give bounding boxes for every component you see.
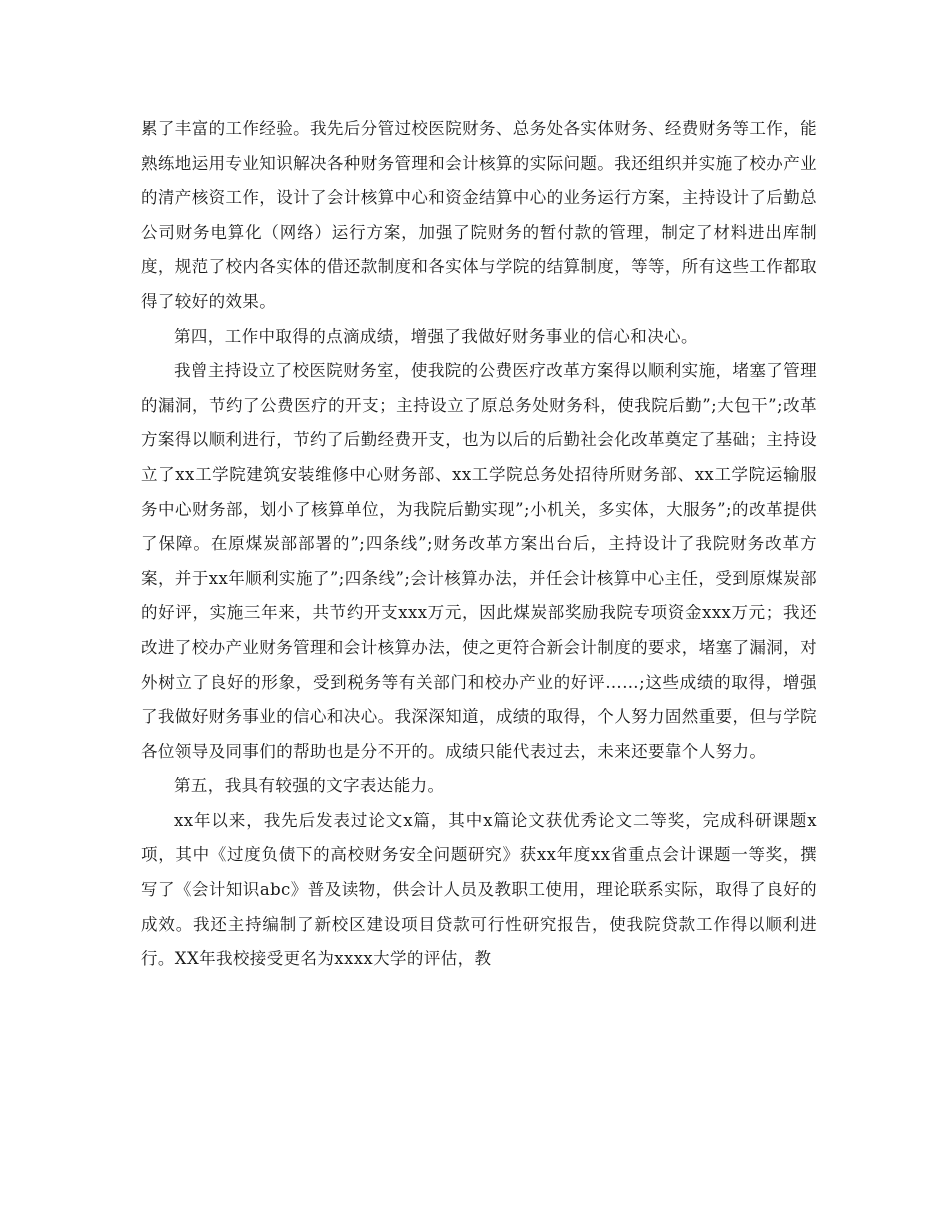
paragraph-heading-fourth: 第四，工作中取得的点滴成绩，增强了我做好财务事业的信心和决心。 <box>174 326 698 346</box>
paragraph-work-experience: 累了丰富的工作经验。我先后分管过校医院财务、总务处各实体财务、经费财务等工作，能熟练地运用专业知识解决各种财务管理和会计核算的实际问题。我还组织并实施了校办产业的清产核资工作，设计了会计核算中心和资金结算中心的业务运行方案，主持设计了后勤总公司财务电算化（网络）运行方案，加强了院财务的暂付款的管理，制定了材料进出库制度，规范了校内各实体的借还款制度和各实体与学院的结算制度，等等，所有这些工作都取得了较好的效果。 <box>141 119 817 311</box>
paragraph-heading-fifth: 第五，我具有较强的文字表达能力。 <box>174 776 445 796</box>
document-body <box>141 112 817 977</box>
paragraph-achievements: 我曾主持设立了校医院财务室，使我院的公费医疗改革方案得以顺利实施，堵塞了管理的漏洞，节约了公费医疗的开支；主持设立了原总务处财务科，使我院后勤”;大包干”;改革方案得以顺利进行，节约了后勤经费开支，也为以后的后勤社会化改革奠定了基础；主持设立了xx工学院建筑安装维修中心财务部、xx工学院总务处招待所财务部、xx工学院运输服务中心财务部，划小了核算单位，为我院后勤实现”;小机关，多实体，大服务”;的改革提供了保障。在原煤炭部部署的”;四条线”;财务改革方案出台后，主持设计了我院财务改革方案，并于xx年顺利实施了”;四条线”;会计核算办法，并任会计核算中心主任，受到原煤炭部的好评，实施三年来，共节约开支xxx万元，因此煤炭部奖励我院专项资金xxx万元；我还改进了校办产业财务管理和会计核算办法，使之更符合新会计制度的要求，堵塞了漏洞，对外树立了良好的形象，受到税务等有关部门和校办产业的好评……;这些成绩的取得，增强了我做好财务事业的信心和决心。我深深知道，成绩的取得，个人努力固然重要，但与学院各位领导及同事们的帮助也是分不开的。成绩只能代表过去，未来还要靠个人努力。 <box>141 361 817 761</box>
paragraph-writing-ability: xx年以来，我先后发表过论文x篇，其中x篇论文获优秀论文二等奖，完成科研课题x项，其中《过度负债下的高校财务安全问题研究》获xx年度xx省重点会计课题一等奖，撰写了《会计知识abc》普及读物，供会计人员及教职工使用，理论联系实际，取得了良好的成效。我还主持编制了新校区建设项目贷款可行性研究报告，使我院贷款工作得以顺利进行。XX年我校接受更名为xxxx大学的评估，教 <box>141 810 817 969</box>
